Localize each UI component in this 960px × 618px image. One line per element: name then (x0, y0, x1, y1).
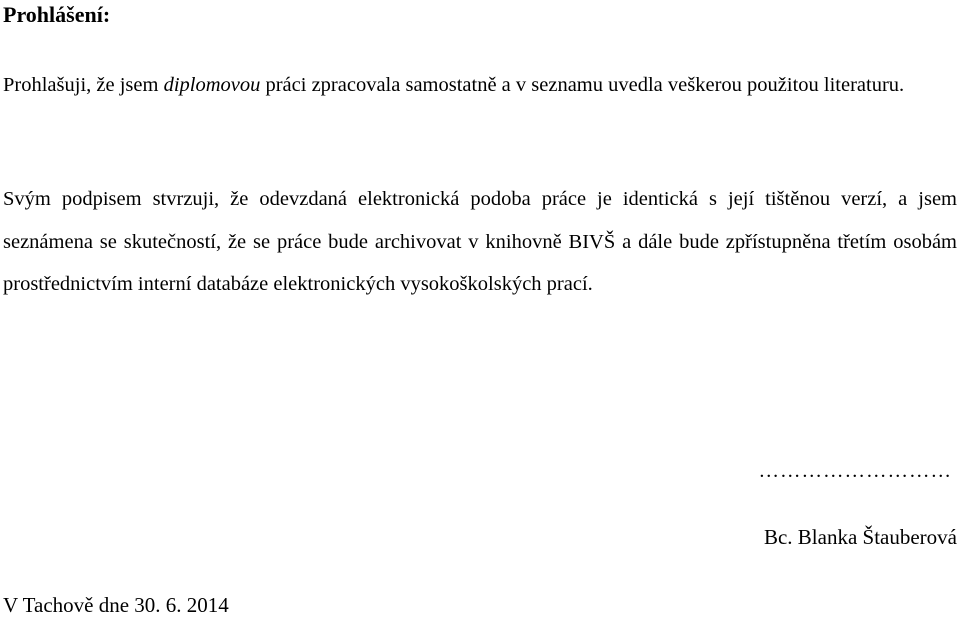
signature-line: ……………………… (758, 460, 952, 482)
place-and-date: V Tachově dne 30. 6. 2014 (3, 593, 229, 617)
consent-paragraph: Svým podpisem stvrzuji, že odevzdaná elektronická podoba práce je identická s její tištěnou verzí, a jsem seznámena se skutečností, že se práce bude archivovat v knihovně BIVŠ a dále bude zpřístupněna třetím osobám prostřednictvím interní databáze elektronických vysokoškolských prací. (3, 188, 957, 295)
signature-name: Bc. Blanka Štauberová (763, 525, 957, 549)
declaration-text-end: práci zpracovala samostatně a v seznamu uvedla veškerou použitou literaturu. (260, 74, 905, 96)
declaration-text-start: Prohlašuji, že jsem (3, 74, 164, 96)
declaration-emphasis: diplomovou (163, 74, 261, 96)
declaration-paragraph (3, 64, 957, 107)
page-title: Prohlášení: (3, 2, 111, 27)
